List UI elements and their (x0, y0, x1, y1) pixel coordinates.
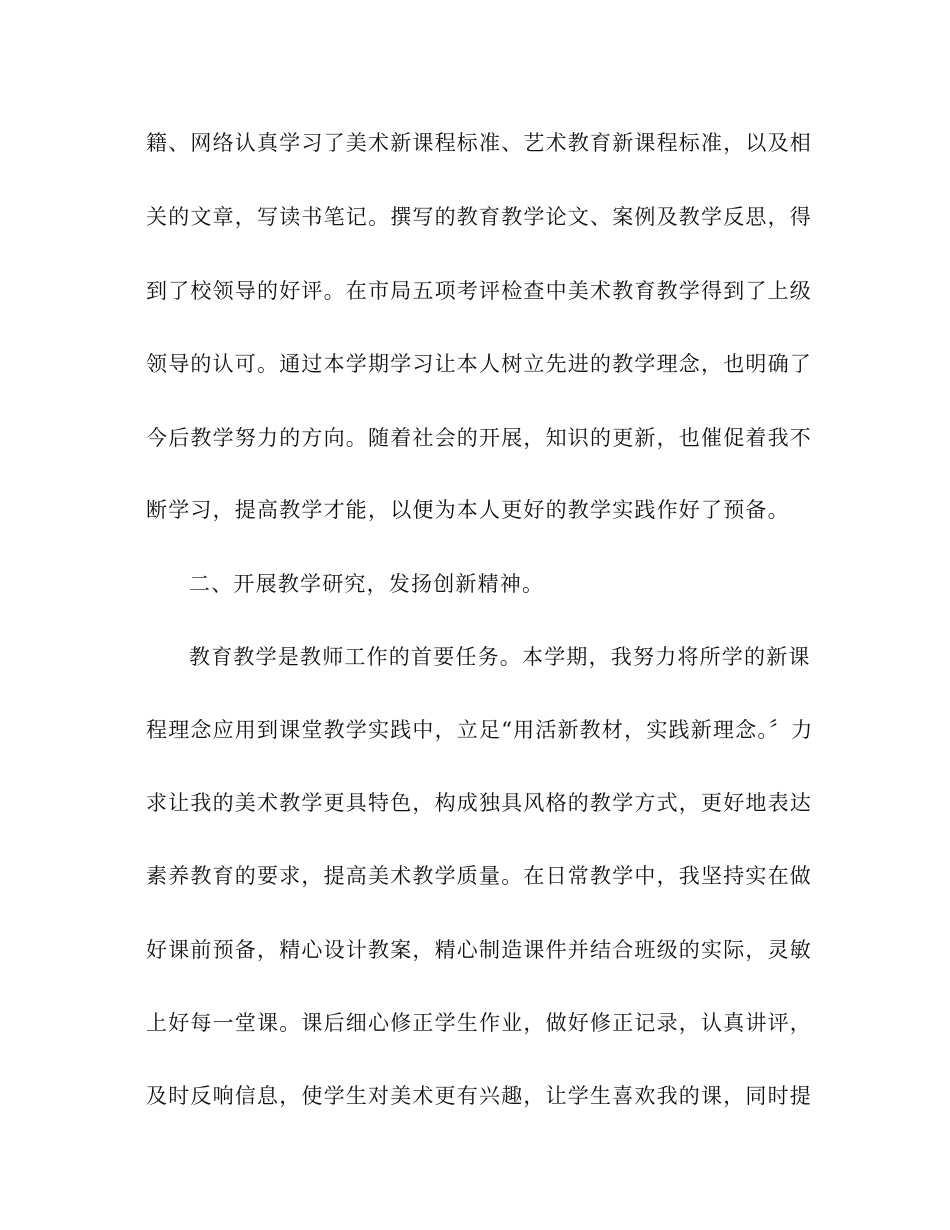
paragraph-line: 教育教学是教师工作的首要任务。本学期，我努力将所学的新课 (189, 645, 811, 669)
paragraph-line: 关的文章，写读书笔记。撰写的教育教学论文、案例及教学反思，得 (146, 205, 812, 229)
paragraph-line: 好课前预备，精心设计教案，精心制造课件并结合班级的实际，灵敏 (146, 938, 812, 962)
paragraph-line: 程理念应用到课堂教学实践中，立足“用活新教材，实践新理念。〞力 (146, 718, 814, 742)
paragraph-line: 到了校领导的好评。在市局五项考评检查中美术教育教学得到了上级 (146, 279, 812, 303)
paragraph-line: 籍、网络认真学习了美术新课程标准、艺术教育新课程标准，以及相 (146, 131, 812, 155)
paragraph-line: 求让我的美术教学更具特色，构成独具风格的教学方式，更好地表达 (146, 791, 812, 815)
paragraph-line: 上好每一堂课。课后细心修正学生作业，做好修正记录，认真讲评， (146, 1011, 812, 1035)
section-heading: 二、开展教学研究，发扬创新精神。 (189, 572, 545, 596)
paragraph-line: 领导的认可。通过本学期学习让本人树立先进的教学理念，也明确了 (146, 352, 812, 376)
paragraph-line: 今后教学努力的方向。随着社会的开展，知识的更新，也催促着我不 (146, 426, 812, 450)
paragraph-line: 及时反响信息，使学生对美术更有兴趣，让学生喜欢我的课，同时提 (146, 1084, 812, 1108)
paragraph-line: 断学习，提高教学才能，以便为本人更好的教学实践作好了预备。 (146, 498, 790, 522)
paragraph-line: 素养教育的要求，提高美术教学质量。在日常教学中，我坚持实在做 (146, 864, 812, 888)
